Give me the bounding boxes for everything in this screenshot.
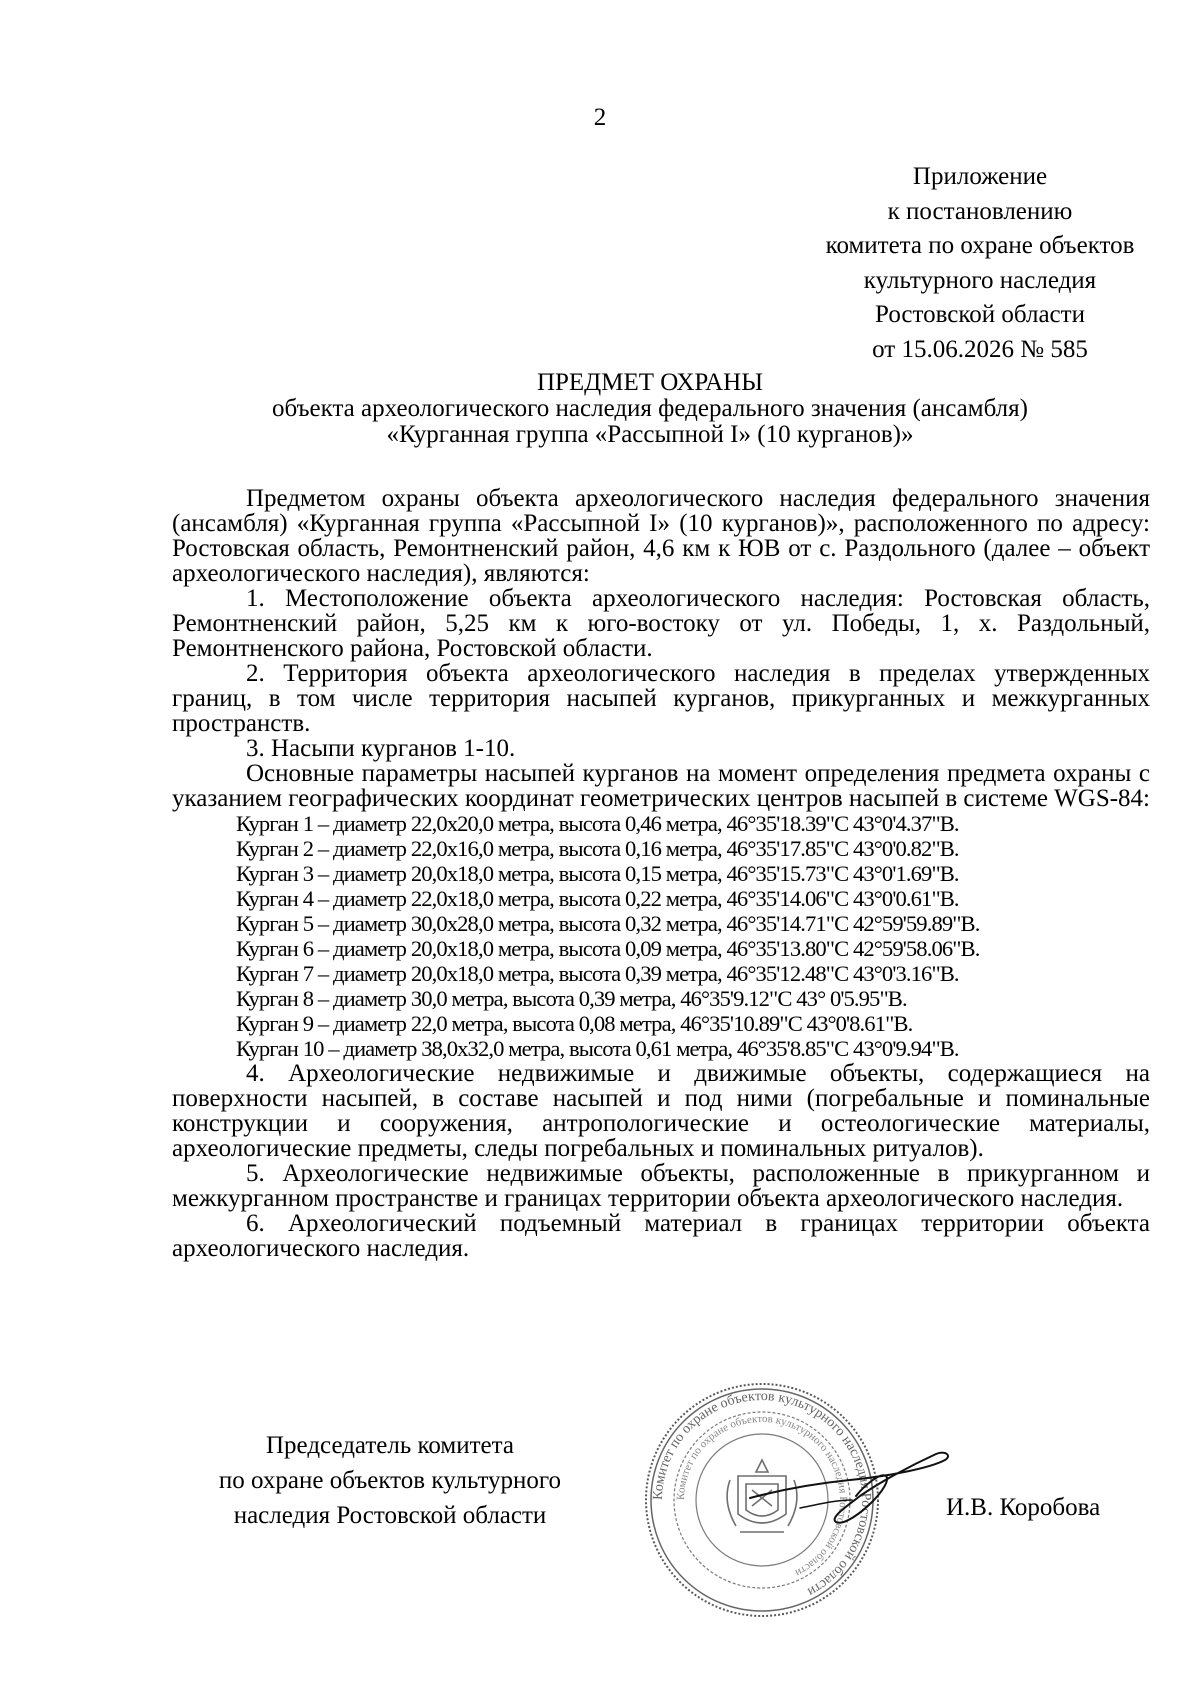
title-subtitle-line: объекта археологического наследия федерального значения (ансамбля) xyxy=(272,395,1028,422)
item-territory: 2. Территория объекта археологического наследия в пределах утвержденных границ, в том числе территория насыпей курганов, прикурганных и межкурганных пространств. xyxy=(172,660,1150,737)
page-number: 2 xyxy=(593,104,607,131)
mound-entry: Курган 7 – диаметр 20,0х18,0 метра, высота 0,39 метра, 46°35'12.48"С 43°0'3.16"В. xyxy=(236,961,959,986)
mound-entry: Курган 5 – диаметр 30,0х28,0 метра, высота 0,32 метра, 46°35'14.71"С 42°59'59.89"В. xyxy=(236,911,980,936)
document-title xyxy=(150,370,1150,448)
title-heading: ПРЕДМЕТ ОХРАНЫ xyxy=(536,369,764,396)
appendix-header xyxy=(760,160,1200,367)
item-immovable-objects: 5. Археологические недвижимые объекты, расположенные в прикурганном и межкурганном пространстве и границах территории объекта археологического наследия. xyxy=(172,1160,1150,1212)
signature-block xyxy=(170,1428,610,1533)
mound-entry: Курган 8 – диаметр 30,0 метра, высота 0,39 метра, 46°35'9.12"С 43° 0'5.95"В. xyxy=(236,986,907,1011)
mound-entry: Курган 2 – диаметр 22,0х16,0 метра, высота 0,16 метра, 46°35'17.85"С 43°0'0.82"В. xyxy=(236,836,959,861)
handwritten-signature xyxy=(740,1420,960,1540)
mound-entry: Курган 6 – диаметр 20,0х18,0 метра, высота 0,09 метра, 46°35'13.80"С 42°59'58.06"В. xyxy=(236,936,980,961)
seal-inner-text-path: Комитет по охране объектов культурного наследия Ростовской области xyxy=(674,1412,850,1579)
mound-entry: Курган 10 – диаметр 38,0х32,0 метра, высота 0,61 метра, 46°35'8.85"С 43°0'9.94"В. xyxy=(236,1036,959,1061)
signatory-name: И.В. Коробова xyxy=(946,1494,1101,1521)
item-location: 1. Местоположение объекта археологического наследия: Ростовская область, Ремонтненский район, 5,25 км к юго-востоку от ул. Победы, 1, х. Раздольный, Ремонтненского района, Ростовской области. xyxy=(172,585,1150,662)
signer-position-line: Председатель комитета xyxy=(266,1432,514,1459)
signer-position-line: наследия Ростовской области xyxy=(233,1502,547,1529)
appendix-line: Приложение xyxy=(912,163,1048,190)
item-mounds: 3. Насыпи курганов 1-10. xyxy=(246,735,516,762)
mound-entry: Курган 9 – диаметр 22,0 метра, высота 0,08 метра, 46°35'10.89"С 43°0'8.61"В. xyxy=(236,1011,913,1036)
appendix-line: культурного наследия xyxy=(863,266,1097,294)
title-subtitle-line: «Курганная группа «Рассыпной I» (10 курганов)» xyxy=(386,421,914,448)
appendix-line: Ростовской области xyxy=(875,301,1085,328)
mound-entry: Курган 1 – диаметр 22,0х20,0 метра, высота 0,46 метра, 46°35'18.39"С 43°0'4.37"В. xyxy=(236,811,959,836)
mound-entry: Курган 3 – диаметр 20,0х18,0 метра, высота 0,15 метра, 46°35'15.73"С 43°0'1.69"В. xyxy=(236,861,959,886)
item-surface-material: 6. Археологический подъемный материал в границах территории объекта археологического наследия. xyxy=(172,1210,1150,1262)
signer-position-line: по охране объектов культурного xyxy=(218,1467,562,1494)
appendix-date-number: от 15.06.2026 № 585 xyxy=(872,335,1088,363)
document-body xyxy=(172,486,1150,1261)
appendix-line: комитета по охране объектов xyxy=(825,232,1135,259)
seal-text-path: Комитет по охране объектов культурного наследия Ростовской области xyxy=(650,1388,874,1600)
mound-list xyxy=(172,811,1150,1061)
intro-paragraph: Предметом охраны объекта археологического наследия федерального значения (ансамбля) «Курганная группа «Рассыпной I» (10 курганов)», расположенного по адресу: Ростовская область, Ремонтненский район, 4,6 км к ЮВ от с. Раздольного (далее – объект археологического наследия), являются: xyxy=(172,485,1150,587)
appendix-line: к постановлению xyxy=(887,197,1073,225)
parameters-intro: Основные параметры насыпей курганов на момент определения предмета охраны с указанием географических координат геометрических центров насыпей в системе WGS-84: xyxy=(172,760,1151,812)
mound-entry: Курган 4 – диаметр 22,0х18,0 метра, высота 0,22 метра, 46°35'14.06"С 43°0'0.61"В. xyxy=(236,886,959,911)
item-archaeological-objects: 4. Археологические недвижимые и движимые объекты, содержащиеся на поверхности насыпей, в составе насыпей и под ними (погребальные и поминальные конструкции и сооружения, антропологические и остеологические материалы, археологические предметы, следы погребальных и поминальных ритуалов). xyxy=(172,1060,1150,1162)
